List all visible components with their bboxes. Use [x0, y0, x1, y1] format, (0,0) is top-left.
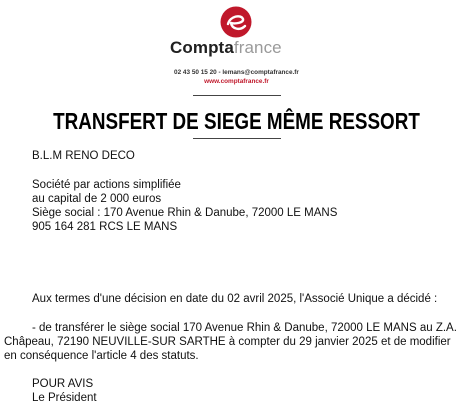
company-name: B.L.M RENO DECO: [32, 150, 135, 162]
brand-name-strong: Compta: [170, 38, 234, 57]
brand-logo-text: [170, 38, 305, 58]
company-detail-line: 905 164 281 RCS LE MANS: [32, 221, 178, 233]
company-details: [32, 178, 337, 234]
title-divider-bottom: [193, 138, 281, 139]
e-swoosh-logo-icon: [220, 6, 252, 38]
website-link[interactable]: www.comptafrance.fr: [204, 78, 269, 85]
closing-notice: POUR AVIS: [32, 378, 94, 390]
company-detail-line: Siège social : 170 Avenue Rhin & Danube, 72000 LE MANS: [32, 207, 338, 219]
decision-line: en conséquence l'article 4 des statuts.: [4, 350, 199, 362]
title-divider-top: [193, 95, 281, 96]
decision-line: - de transférer le siège social 170 Avenue Rhin & Danube, 72000 LE MANS au Z.A.: [32, 322, 457, 334]
company-detail-line: au capital de 2 000 euros: [32, 193, 162, 205]
decision-paragraph: [4, 321, 470, 363]
contact-line: 02 43 50 15 20 - lemans@comptafrance.fr: [174, 69, 299, 76]
decision-intro: Aux termes d'une décision en date du 02 avril 2025, l'Associé Unique a décidé :: [32, 293, 438, 305]
document-title: TRANSFERT DE SIEGE MÊME RESSORT: [53, 108, 420, 134]
company-detail-line: Société par actions simplifiée: [32, 179, 181, 191]
brand-name-light: france: [233, 38, 282, 57]
decision-line: Châpeau, 72190 NEUVILLE-SUR SARTHE à compter du 29 janvier 2025 et de modifier: [4, 336, 451, 348]
letterhead: [0, 0, 473, 104]
signatory: Le Président: [32, 392, 97, 404]
